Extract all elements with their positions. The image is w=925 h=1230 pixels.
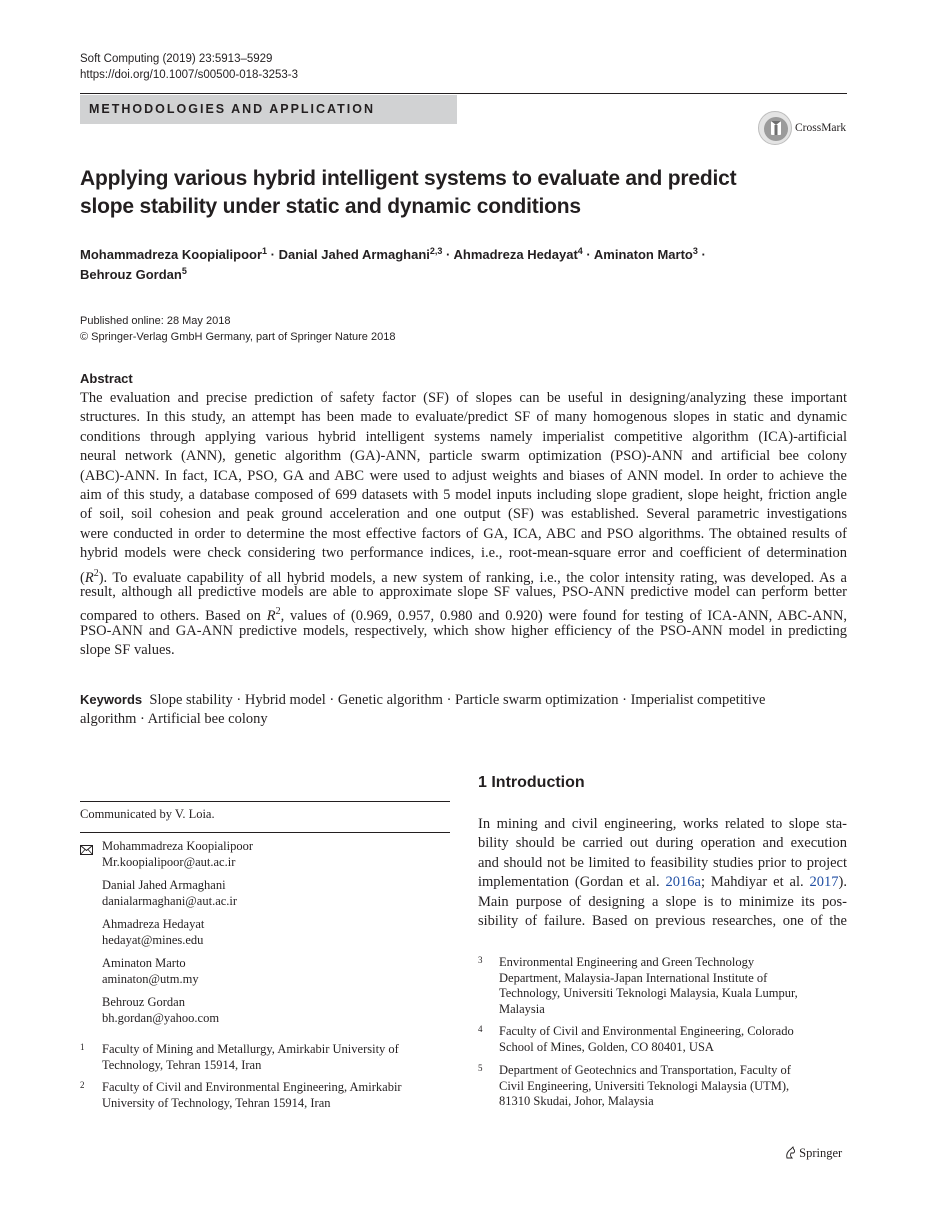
abstract-line: result, although all predictive models are able to approximate slope SF values, PSO-ANN predictive model can perform better bbox=[80, 583, 847, 600]
title-line-1: Applying various hybrid intelligent systems to evaluate and predict bbox=[80, 167, 737, 190]
paper-title bbox=[80, 165, 800, 221]
contact-email[interactable]: hedayat@mines.edu bbox=[102, 932, 204, 947]
contact-email[interactable]: danialarmaghani@aut.ac.ir bbox=[102, 893, 238, 908]
title-line-2: slope stability under static and dynamic conditions bbox=[80, 195, 581, 218]
communicated-by: Communicated by V. Loia. bbox=[80, 807, 215, 821]
abstract-body bbox=[80, 389, 847, 660]
springer-horse-icon bbox=[785, 1146, 796, 1159]
r-squared-symbol: R bbox=[266, 608, 276, 625]
intro-line: sibility of failure. Based on previous researches, one of the bbox=[478, 912, 847, 929]
abstract-line: of soil, soil cohesion and peak ground acceleration and one output (SF) was established. Several parametric investigations bbox=[80, 506, 847, 523]
abstract-line: aim of this study, a database composed of 699 datasets with 5 model inputs including slope gradient, slope height, friction angle bbox=[80, 486, 847, 503]
author-affiliation-ref: 3 bbox=[692, 246, 698, 256]
contact-entry bbox=[102, 956, 253, 988]
affiliation-4 bbox=[499, 1024, 794, 1055]
publisher-logo bbox=[785, 1146, 842, 1161]
intro-line: Main purpose of designing a slope is to minimize its pos- bbox=[478, 893, 847, 910]
citation-link[interactable]: 2017 bbox=[809, 874, 839, 891]
author-name[interactable]: Behrouz Gordan bbox=[80, 267, 182, 282]
affiliation-line: Civil Engineering, Universiti Teknologi Malaysia (UTM), bbox=[499, 1078, 790, 1093]
abstract-line: slope SF values. bbox=[80, 642, 175, 659]
contact-entry bbox=[102, 839, 253, 871]
author-separator: · bbox=[586, 247, 591, 262]
crossmark-icon bbox=[758, 111, 792, 145]
affiliation-line: Technology, Tehran 15914, Iran bbox=[102, 1057, 262, 1072]
keywords-line-1: Slope stability · Hybrid model · Genetic algorithm · Particle swarm optimization · Imperialist competitive bbox=[149, 692, 766, 708]
author-affiliation-ref: 1 bbox=[262, 246, 268, 256]
affiliation-line: Department of Geotechnics and Transportation, Faculty of bbox=[499, 1063, 791, 1077]
abstract-line: hybrid models were check considering two performance indices, i.e., root-mean-square error and coefficient of determination bbox=[80, 545, 847, 562]
contact-entry bbox=[102, 995, 253, 1027]
author-affiliation-ref: 4 bbox=[577, 246, 583, 256]
author-name[interactable]: Ahmadreza Hedayat bbox=[453, 247, 578, 262]
intro-line: and should not be limited to feasibility studies prior to project bbox=[478, 854, 847, 871]
keywords-line-2: algorithm · Artificial bee colony bbox=[80, 711, 268, 728]
affiliation-line: Faculty of Civil and Environmental Engineering, Colorado bbox=[499, 1024, 794, 1038]
affiliation-1 bbox=[102, 1042, 399, 1073]
keywords-block bbox=[80, 690, 847, 730]
intro-line: In mining and civil engineering, works related to slope sta- bbox=[478, 816, 847, 832]
footnote-rule bbox=[80, 801, 450, 802]
affiliation-line: University of Technology, Tehran 15914, Iran bbox=[102, 1095, 331, 1110]
abstract-line: PSO-ANN and GA-ANN predictive models, respectively, which show higher efficiency of the PSO-ANN model in predicting bbox=[80, 622, 847, 639]
crossmark-label: CrossMark bbox=[795, 122, 847, 134]
author-affiliation-ref: 5 bbox=[181, 266, 187, 276]
abstract-line: conditions through applying various hybrid intelligent systems namely imperialist competitive algorithm (ICA)-artificial bbox=[80, 428, 847, 445]
corresponding-contacts bbox=[102, 839, 253, 1034]
author-affiliation-ref: 2,3 bbox=[429, 246, 443, 256]
contact-name: Aminaton Marto bbox=[102, 956, 186, 971]
journal-citation bbox=[80, 51, 298, 83]
contact-email[interactable]: bh.gordan@yahoo.com bbox=[102, 1011, 220, 1026]
header-rule bbox=[80, 93, 847, 94]
abstract-line: $(R^2)$. To evaluate capability of all hybrid models, a new system of ranking, i.e., the color intensity rating, was developed. As a bbox=[80, 567, 847, 586]
affiliation-number: 4 bbox=[478, 1024, 483, 1034]
affiliation-line: School of Mines, Golden, CO 80401, USA bbox=[499, 1039, 714, 1054]
section-band-label: METHODOLOGIES AND APPLICATION bbox=[89, 102, 376, 116]
intro-line: bility should be carried out during operation and execution bbox=[478, 835, 847, 852]
publication-info bbox=[80, 313, 395, 345]
affiliation-line: Department, Malaysia-Japan International Institute of bbox=[499, 970, 768, 985]
abstract-line: neural network (ANN), genetic algorithm (GA)-ANN, particle swarm optimization (PSO)-ANN and artificial bee colony bbox=[80, 448, 847, 465]
affiliation-3 bbox=[499, 955, 798, 1017]
doi-link[interactable]: https://doi.org/10.1007/s00500-018-3253-3 bbox=[80, 69, 299, 81]
affiliation-number: 1 bbox=[80, 1042, 85, 1052]
contact-name: Behrouz Gordan bbox=[102, 995, 185, 1010]
author-list bbox=[80, 245, 847, 285]
author-name[interactable]: Aminaton Marto bbox=[593, 247, 693, 262]
author-name[interactable]: Mohammadreza Koopialipoor bbox=[80, 247, 263, 262]
author-separator: · bbox=[270, 247, 276, 262]
envelope-icon bbox=[80, 842, 93, 860]
author-separator: · bbox=[446, 247, 451, 262]
abstract-line: (ABC)-ANN. In fact, ICA, PSO, GA and ABC were used to adjust weights and biases of ANN model. In order to achieve the bbox=[80, 467, 847, 484]
affiliation-line: Faculty of Mining and Metallurgy, Amirkabir University of bbox=[102, 1042, 399, 1056]
intro-line: implementation (Gordan et al. 2016a; Mahdiyar et al. 2017). bbox=[478, 874, 847, 891]
abstract-line: compared to others. Based on $R^2$, values of (0.969, 0.957, 0.980 and 0.920) were found for testing of ICA-ANN, ABC-ANN, bbox=[80, 606, 847, 625]
contact-entry bbox=[102, 878, 253, 910]
author-name[interactable]: Danial Jahed Armaghani bbox=[278, 247, 430, 262]
footnote-rule bbox=[80, 832, 450, 833]
copyright-notice: © Springer-Verlag GmbH Germany, part of Springer Nature 2018 bbox=[80, 331, 396, 343]
crossmark-badge[interactable] bbox=[758, 110, 858, 148]
contact-entry bbox=[102, 917, 253, 949]
contact-name: Danial Jahed Armaghani bbox=[102, 878, 226, 893]
section-band bbox=[80, 95, 457, 124]
published-date: Published online: 28 May 2018 bbox=[80, 315, 231, 327]
affiliation-line: 81310 Skudai, Johor, Malaysia bbox=[499, 1094, 654, 1109]
affiliation-number: 5 bbox=[478, 1063, 483, 1073]
affiliation-5 bbox=[499, 1063, 791, 1110]
r-squared-symbol: R bbox=[84, 569, 94, 586]
author-separator: · bbox=[701, 247, 706, 262]
contact-name: Ahmadreza Hedayat bbox=[102, 917, 205, 932]
abstract-line: structures. In this study, an attempt has been made to evaluate/predict SF of many homogenous slopes in static and dynamic bbox=[80, 409, 847, 426]
journal-line: Soft Computing (2019) 23:5913–5929 bbox=[80, 53, 273, 65]
contact-name: Mohammadreza Koopialipoor bbox=[102, 839, 253, 853]
abstract-line: The evaluation and precise prediction of safety factor (SF) of slopes can be useful in designing/analyzing these important bbox=[80, 390, 847, 406]
affiliation-line: Malaysia bbox=[499, 1001, 545, 1016]
keywords-label: Keywords bbox=[80, 692, 143, 707]
contact-email[interactable]: aminaton@utm.my bbox=[102, 972, 199, 987]
abstract-line: were conducted in order to determine the most effective factors of GA, ICA, ABC and PSO algorithms. The obtained results of bbox=[80, 525, 847, 542]
abstract-heading: Abstract bbox=[80, 371, 133, 386]
affiliation-number: 2 bbox=[80, 1080, 85, 1090]
affiliation-line: Environmental Engineering and Green Technology bbox=[499, 955, 755, 969]
affiliation-line: Technology, Universiti Teknologi Malaysia, Kuala Lumpur, bbox=[499, 986, 798, 1001]
contact-email[interactable]: Mr.koopialipoor@aut.ac.ir bbox=[102, 854, 236, 869]
introduction-body bbox=[478, 815, 847, 931]
publisher-name: Springer bbox=[799, 1146, 843, 1160]
affiliation-number: 3 bbox=[478, 955, 483, 965]
citation-link[interactable]: 2016a bbox=[665, 874, 701, 891]
affiliation-line: Faculty of Civil and Environmental Engineering, Amirkabir bbox=[102, 1080, 402, 1094]
section-heading-introduction: 1 Introduction bbox=[478, 774, 585, 791]
affiliation-2 bbox=[102, 1080, 402, 1111]
